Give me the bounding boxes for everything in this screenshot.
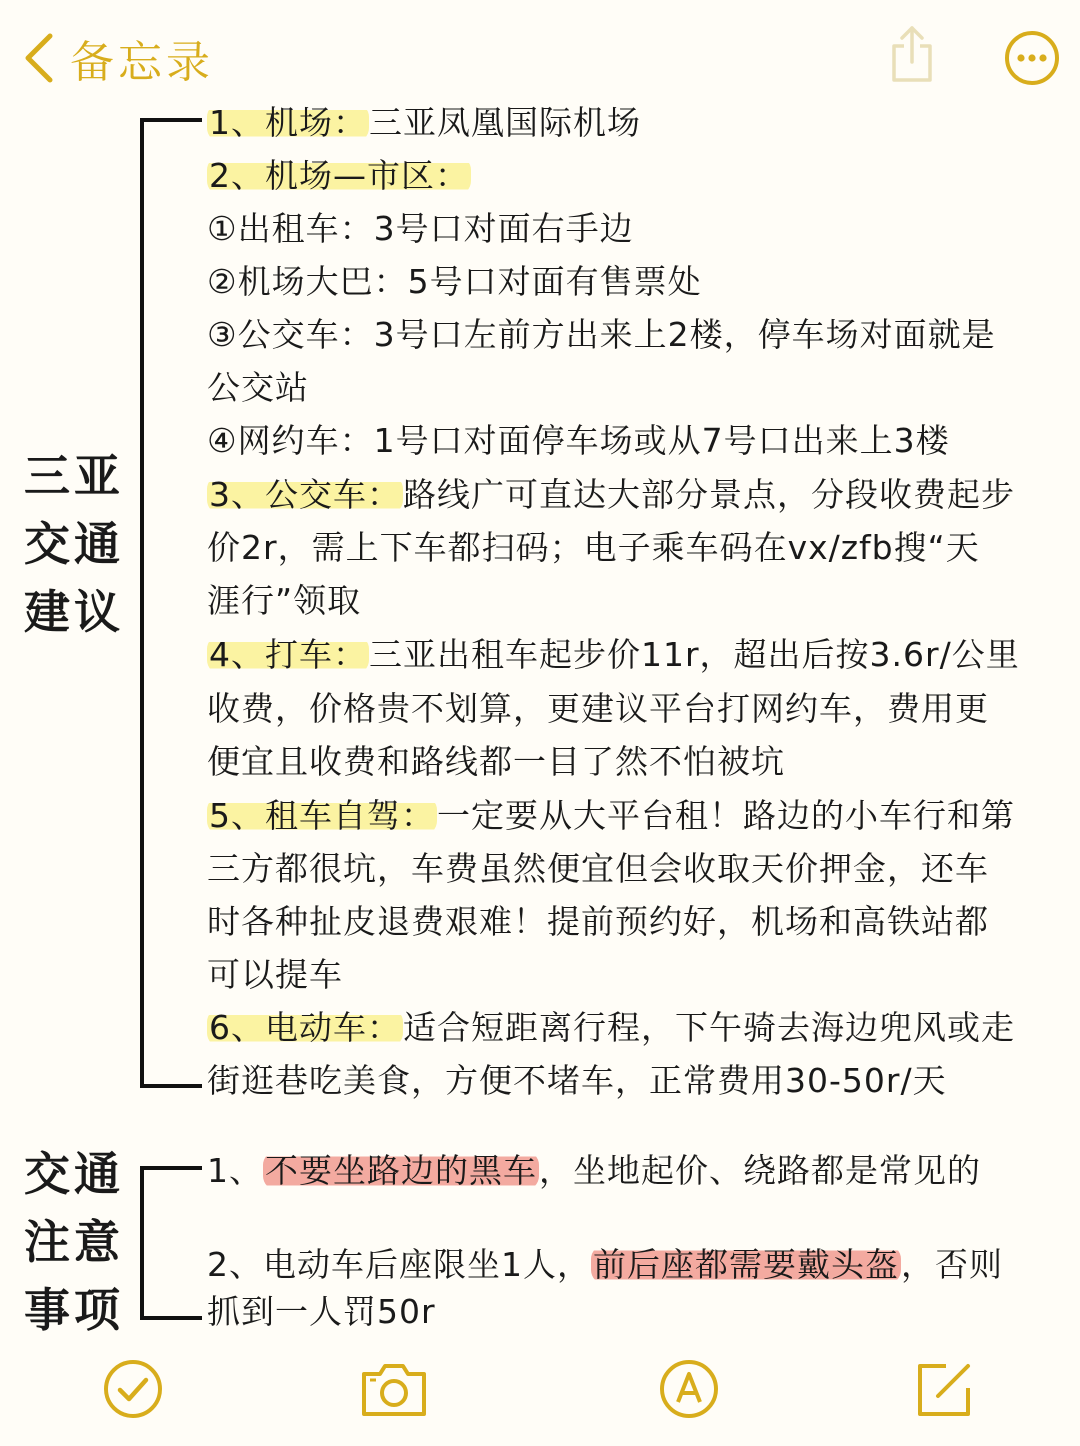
note-line: [207, 574, 361, 627]
line-text: 抓到一人罚50r: [207, 1292, 436, 1331]
line-text: ③公交车：3号口左前方出来上2楼，停车场对面就是: [207, 315, 996, 354]
highlight-warning: 前后座都需要戴头盔: [593, 1245, 899, 1284]
line-text: 1、: [207, 1151, 263, 1190]
markup-icon[interactable]: [658, 1358, 720, 1420]
compose-icon[interactable]: [914, 1358, 976, 1420]
note-line: [207, 1285, 436, 1338]
back-label: 备忘录: [70, 37, 214, 88]
note-line: [207, 842, 989, 895]
section2-title: [24, 1140, 124, 1344]
line-text: 一定要从大平台租！路边的小车行和第: [437, 796, 1015, 835]
line-text: 收费，价格贵不划算，更建议平台打网约车，费用更: [207, 689, 989, 728]
note-line: [207, 789, 1015, 842]
line-text: 公交站: [207, 368, 309, 407]
line-text: 涯行”领取: [207, 581, 362, 620]
line-text: 适合短距离行程，下午骑去海边兜风或走: [403, 1008, 1015, 1047]
note-line: [207, 468, 1015, 521]
note-line: [207, 1054, 947, 1107]
back-button[interactable]: [22, 26, 214, 90]
note-line: [207, 414, 950, 467]
note-line: [207, 96, 641, 149]
line-text: ，否则: [901, 1245, 1003, 1284]
line-text: ，坐地起价、绕路都是常见的: [539, 1151, 981, 1190]
line-text: ②机场大巴：5号口对面有售票处: [207, 262, 702, 301]
note-line: [207, 255, 702, 308]
note-line: [207, 521, 980, 574]
note-line: [207, 735, 785, 788]
section1-title-line: 三亚: [24, 449, 124, 503]
section2-title-line: 事项: [24, 1283, 124, 1337]
bottom-toolbar: [0, 1350, 1080, 1446]
line-text: 街逛巷吃美食，方便不堵车，正常费用30-50r/天: [207, 1061, 947, 1100]
share-icon[interactable]: [886, 24, 938, 84]
note-line: [207, 1238, 1003, 1291]
line-text: 价2r，需上下车都扫码；电子乘车码在vx/zfb搜“天: [207, 528, 980, 567]
line-text: 三亚出租车起步价11r，超出后按3.6r/公里: [369, 635, 1020, 674]
highlight-heading: 3、公交车：: [209, 475, 401, 514]
note-line: [207, 682, 989, 735]
section1-title-line: 交通: [24, 517, 124, 571]
note-line: [207, 308, 996, 361]
line-text: 便宜且收费和路线都一目了然不怕被坑: [207, 742, 785, 781]
line-text: ①出租车：3号口对面右手边: [207, 209, 634, 248]
highlight-warning: 不要坐路边的黑车: [265, 1151, 537, 1190]
line-text: 时各种扯皮退费艰难！提前预约好，机场和高铁站都: [207, 902, 989, 941]
nav-bar: [0, 0, 1080, 110]
note-line: [207, 149, 471, 202]
line-text: 三亚凤凰国际机场: [369, 103, 641, 142]
camera-icon[interactable]: [358, 1358, 430, 1420]
section2-title-line: 交通: [24, 1147, 124, 1201]
highlight-heading: 1、机场：: [209, 103, 367, 142]
section1-title: [24, 442, 124, 646]
line-text: 路线广可直达大部分景点，分段收费起步: [403, 475, 1015, 514]
line-text: ④网约车：1号口对面停车场或从7号口出来上3楼: [207, 421, 950, 460]
note-line: [207, 1144, 981, 1197]
highlight-heading: 2、机场—市区：: [209, 156, 469, 195]
note-line: [207, 1001, 1015, 1054]
section2-bracket: [140, 1166, 202, 1320]
section1-bracket: [140, 118, 202, 1088]
section1-title-line: 建议: [24, 585, 124, 639]
note-line: [207, 895, 989, 948]
section2-title-line: 注意: [24, 1215, 124, 1269]
highlight-heading: 6、电动车：: [209, 1008, 401, 1047]
highlight-heading: 4、打车：: [209, 635, 367, 674]
line-text: 可以提车: [207, 955, 343, 994]
line-text: 三方都很坑，车费虽然便宜但会收取天价押金，还车: [207, 849, 989, 888]
highlight-heading: 5、租车自驾：: [209, 796, 435, 835]
chevron-left-icon: [22, 30, 56, 86]
note-line: [207, 948, 343, 1001]
checklist-icon[interactable]: [102, 1358, 164, 1420]
more-options-icon[interactable]: [1004, 30, 1060, 86]
note-line: [207, 202, 634, 255]
note-line: [207, 361, 309, 414]
line-text: 2、电动车后座限坐1人，: [207, 1245, 591, 1284]
note-line: [207, 628, 1020, 681]
